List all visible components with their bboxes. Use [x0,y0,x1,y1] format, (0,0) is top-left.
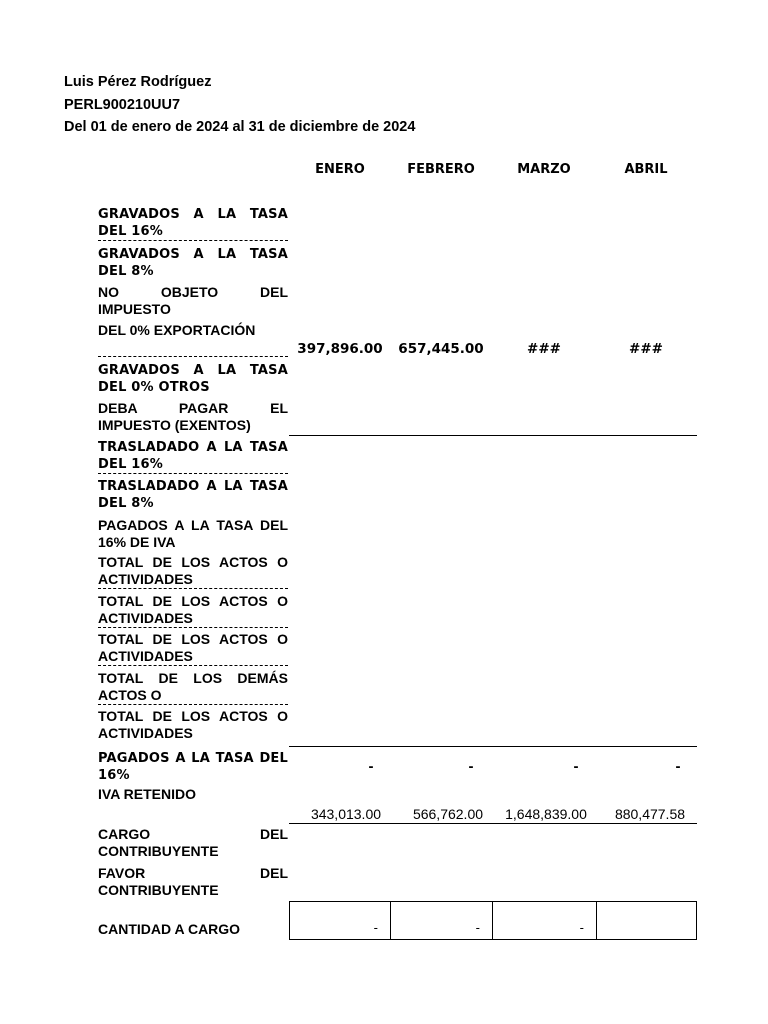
value-pagados-16-enero: - [368,758,374,775]
row-label-gravados-8: GRAVADOS A LA TASA DEL 8% [98,247,288,279]
row-label-cargo: CARGO DEL CONTRIBUYENTE [98,826,288,859]
column-header-abril: ABRIL [624,162,668,177]
row-label-total-actos-4: TOTAL DE LOS ACTOS O ACTIVIDADES [98,708,288,741]
value-iva-retenido-febrero: 566,762.00 [412,806,484,822]
value-cantidad-cargo-enero: - [373,920,378,935]
section-divider-top [289,435,697,436]
row-label-gravados-16: GRAVADOS A LA TASA DEL 16% [98,207,288,239]
row-label-iva-retenido: IVA RETENIDO [98,786,197,802]
value-iva-retenido-enero: 343,013.00 [310,806,382,822]
row-label-del-0-exportacion: DEL 0% EXPORTACIÓN [98,322,288,357]
value-pagados-16-febrero: - [468,758,474,775]
value-exportacion-febrero: 657,445.00 [398,341,484,357]
row-label-no-objeto: NO OBJETO DEL IMPUESTO [98,284,288,317]
value-cantidad-cargo-febrero: - [475,920,480,935]
row-label-pagados-16-iva: PAGADOS A LA TASA DEL 16% DE IVA [98,517,288,550]
value-exportacion-marzo: ### [527,341,561,357]
row-label-total-actos-1: TOTAL DE LOS ACTOS O ACTIVIDADES [98,554,288,587]
value-pagados-16-abril: - [675,758,681,775]
column-header-febrero: FEBRERO [407,162,475,177]
row-label-total-actos-3: TOTAL DE LOS ACTOS O ACTIVIDADES [98,631,288,664]
value-cantidad-cargo-marzo: - [579,920,584,935]
report-period: Del 01 de enero de 2024 al 31 de diciembre de 2024 [64,119,416,135]
row-label-total-demas: TOTAL DE LOS DEMÁS ACTOS O [98,670,288,703]
value-iva-retenido-marzo: 1,648,839.00 [505,806,587,822]
row-label-gravados-0-otros: GRAVADOS A LA TASA DEL 0% OTROS [98,363,288,395]
row-label-deba-pagar: DEBA PAGAR EL IMPUESTO (EXENTOS) [98,400,288,433]
row-label-total-actos-2: TOTAL DE LOS ACTOS O ACTIVIDADES [98,593,288,626]
row-label-pagados-16: PAGADOS A LA TASA DEL 16% [98,751,288,783]
column-header-marzo: MARZO [517,162,571,177]
value-pagados-16-marzo: - [573,758,579,775]
row-label-favor: FAVOR DEL CONTRIBUYENTE [98,865,288,898]
row-label-cantidad-cargo: CANTIDAD A CARGO [98,921,241,937]
row-label-trasladado-8: TRASLADADO A LA TASA DEL 8% [98,479,288,511]
cantidad-cargo-cell-marzo [492,901,597,940]
cantidad-cargo-cell-abril [596,901,697,940]
cantidad-cargo-cell-febrero [390,901,493,940]
value-exportacion-enero: 397,896.00 [297,341,383,357]
section-divider-middle [289,746,697,747]
row-label-trasladado-16: TRASLADADO A LA TASA DEL 16% [98,440,288,472]
value-exportacion-abril: ### [629,341,663,357]
column-header-enero: ENERO [315,162,365,177]
cantidad-cargo-cell-enero [289,901,391,940]
taxpayer-name: Luis Pérez Rodríguez [64,74,212,90]
taxpayer-rfc: PERL900210UU7 [64,97,181,113]
value-iva-retenido-abril: 880,477.58 [614,806,686,822]
iva-retenido-underline [289,823,697,824]
